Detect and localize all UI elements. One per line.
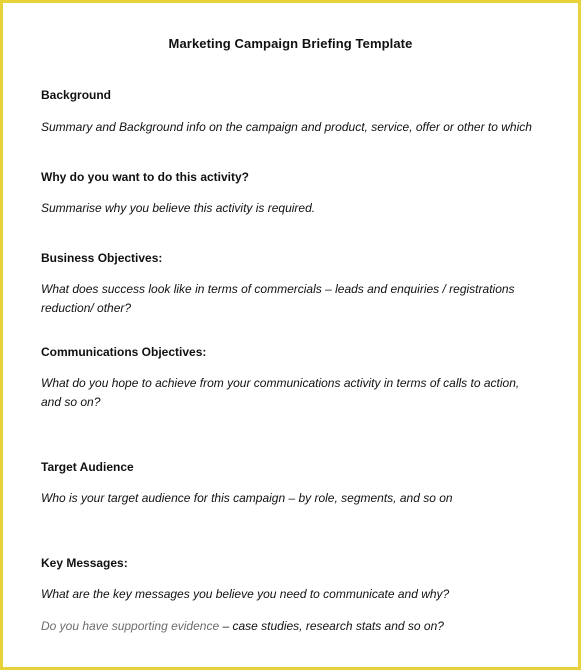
section-text-business-objectives-line2: reduction/ other?: [41, 301, 132, 315]
section-text-key-messages-line1: What are the key messages you believe you need to communicate and why?: [41, 587, 450, 601]
section-heading-key-messages: Key Messages:: [41, 556, 128, 570]
section-heading-background: Background: [41, 88, 112, 102]
section-text-key-messages-rest: – case studies, research stats and so on?: [219, 619, 444, 633]
section-heading-why: Why do you want to do this activity?: [41, 170, 250, 184]
section-text-target-audience: Who is your target audience for this campaign – by role, segments, and so on: [41, 491, 453, 505]
section-text-why: Summarise why you believe this activity is required.: [41, 201, 316, 215]
section-text-communications-objectives-line1: What do you hope to achieve from your communications activity in terms of calls to action,: [41, 376, 520, 390]
section-text-key-messages-faded: Do you have supporting evidence: [41, 619, 220, 633]
section-heading-communications-objectives: Communications Objectives:: [41, 345, 207, 359]
document-title: Marketing Campaign Briefing Template: [168, 36, 413, 51]
section-text-communications-objectives-line2: and so on?: [41, 395, 101, 409]
section-heading-business-objectives: Business Objectives:: [41, 251, 163, 265]
section-heading-target-audience: Target Audience: [41, 460, 134, 474]
section-text-key-messages-line2: [41, 617, 561, 636]
section-text-business-objectives-line1: What does success look like in terms of commercials – leads and enquiries / registrations: [41, 282, 515, 296]
section-text-background: Summary and Background info on the campaign and product, service, offer or other to which: [41, 120, 532, 134]
